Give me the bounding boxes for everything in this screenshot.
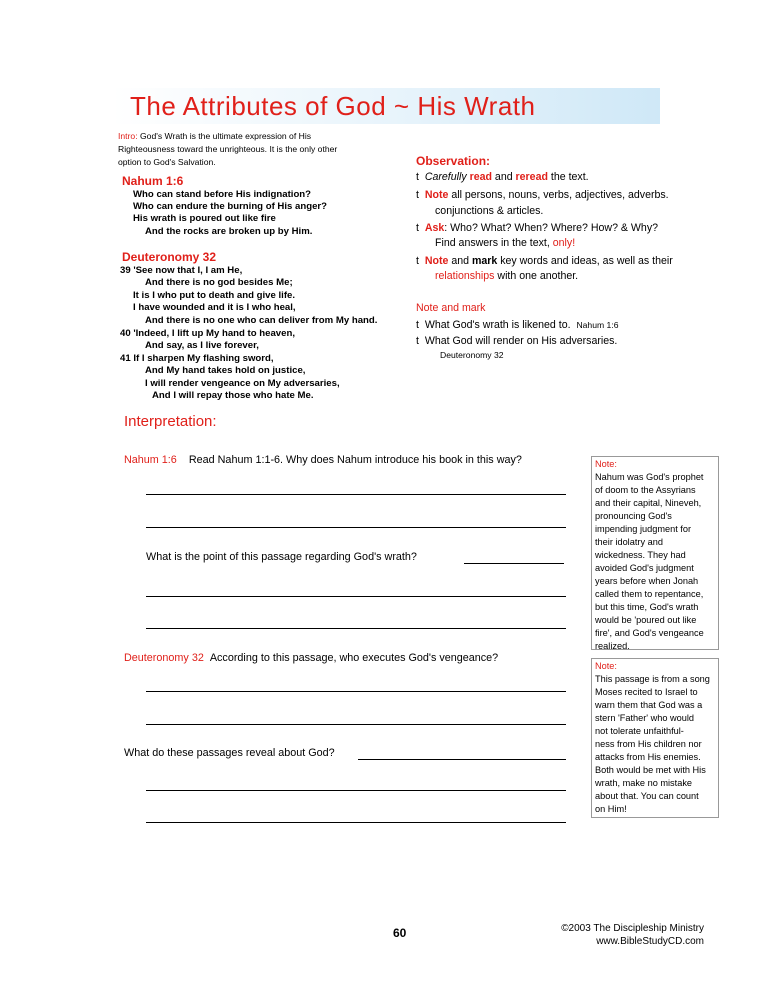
obs-keyword: relationships <box>435 270 495 282</box>
question-text: What is the point of this passage regarding God's wrath? <box>146 551 417 563</box>
intro-text <box>118 130 363 169</box>
note-mark-ref: Deuteronomy 32 <box>440 350 504 360</box>
note-mark-text: What God will render on His adversaries. <box>424 335 618 347</box>
note-line: not tolerate unfaithful- <box>595 726 684 736</box>
answer-line[interactable] <box>146 596 566 597</box>
obs-keyword: Note <box>424 189 449 201</box>
question <box>124 652 498 664</box>
obs-text: : Who? What? When? Where? How? & Why? <box>444 222 659 234</box>
verse-line: And there is no one who can deliver from My hand. <box>145 315 378 326</box>
note-mark-ref: Nahum 1:6 <box>576 320 619 330</box>
obs-text: Carefully <box>424 171 470 183</box>
note-line: attacks from His enemies. <box>595 752 701 762</box>
question-ref: Nahum 1:6 <box>124 454 177 466</box>
note-line: wrath, make no mistake <box>595 778 693 788</box>
bullet: t <box>416 335 419 347</box>
observation-item-cont <box>435 269 578 284</box>
note-line: about that. You can count <box>595 791 699 801</box>
note-and-mark-heading: Note and mark <box>416 302 486 314</box>
note-line: This passage is from a song <box>595 674 710 684</box>
note-line: impending judgment for <box>595 524 692 534</box>
note-box-deuteronomy <box>591 658 719 818</box>
note-line: realized. <box>595 641 630 651</box>
copyright-block <box>520 922 704 948</box>
note-label: Note: <box>595 459 617 469</box>
obs-keyword: mark <box>471 255 498 267</box>
intro-line: option to God's Salvation. <box>118 157 216 167</box>
answer-line[interactable] <box>146 822 566 823</box>
obs-keyword: read <box>469 171 492 183</box>
bullet: t <box>416 189 419 201</box>
intro-line: God's Wrath is the ultimate expression of His <box>137 131 312 141</box>
bullet: t <box>416 222 419 234</box>
verse-line: And there is no god besides Me; <box>145 277 293 288</box>
answer-line[interactable] <box>146 691 566 692</box>
obs-keyword: Note <box>424 255 449 267</box>
note-line: Both would be met with His <box>595 765 706 775</box>
observation-item <box>416 221 658 236</box>
note-line: pronouncing God's <box>595 511 672 521</box>
note-box-nahum <box>591 456 719 650</box>
question-text: Read Nahum 1:1-6. Why does Nahum introduce his book in this way? <box>188 454 522 466</box>
observation-heading: Observation: <box>416 154 491 168</box>
note-line: but this time, God's wrath <box>595 602 699 612</box>
note-line: their idolatry and <box>595 537 663 547</box>
obs-text: all persons, nouns, verbs, adjectives, adverbs. <box>448 189 669 201</box>
note-mark-item <box>416 318 618 333</box>
note-line: wickedness. They had <box>595 550 686 560</box>
note-line: on Him! <box>595 804 627 814</box>
observation-item <box>416 188 669 203</box>
interpretation-heading: Interpretation: <box>124 413 217 430</box>
answer-line[interactable] <box>146 724 566 725</box>
verse-line: And the rocks are broken up by Him. <box>145 226 313 237</box>
verse-line: 40 'Indeed, I lift up My hand to heaven, <box>120 328 295 339</box>
note-line: fire', and God's vengeance <box>595 628 704 638</box>
note-label: Note: <box>595 661 617 671</box>
obs-text: with one another. <box>494 270 579 282</box>
obs-text: the text. <box>547 171 589 183</box>
obs-text: Find answers in the text, <box>435 237 553 249</box>
page-title: The Attributes of God ~ His Wrath <box>130 91 536 121</box>
note-line: years before when Jonah <box>595 576 699 586</box>
bullet: t <box>416 171 419 183</box>
note-line: would be 'poured out like <box>595 615 697 625</box>
note-line: ness from His children nor <box>595 739 702 749</box>
intro-label: Intro: <box>118 131 138 141</box>
deuteronomy-reference: Deuteronomy 32 <box>122 250 217 264</box>
note-line: avoided God's judgment <box>595 563 694 573</box>
verse-line: Who can endure the burning of His anger? <box>133 201 328 212</box>
bullet: t <box>416 255 419 267</box>
question-ref: Deuteronomy 32 <box>124 652 204 664</box>
observation-item-cont <box>435 236 575 251</box>
note-line: Moses recited to Israel to <box>595 687 698 697</box>
verse-line: And I will repay those who hate Me. <box>152 390 314 401</box>
verse-line: His wrath is poured out like fire <box>133 213 276 224</box>
obs-text: and <box>448 255 472 267</box>
verse-line: I will render vengeance on My adversaries, <box>145 378 340 389</box>
answer-line[interactable] <box>464 563 564 564</box>
note-line: of doom to the Assyrians <box>595 485 696 495</box>
question-text: What do these passages reveal about God? <box>124 747 335 759</box>
question <box>124 454 522 466</box>
obs-text: key words and ideas, as well as their <box>497 255 673 267</box>
note-line: called them to repentance, <box>595 589 704 599</box>
verse-line: I have wounded and it is I who heal, <box>133 302 296 313</box>
copyright-text: ©2003 The Discipleship Ministry <box>561 923 704 934</box>
verse-line: 41 If I sharpen My flashing sword, <box>120 353 274 364</box>
website-url: www.BibleStudyCD.com <box>596 936 704 947</box>
answer-line[interactable] <box>146 527 566 528</box>
obs-keyword: only! <box>552 237 576 249</box>
nahum-reference: Nahum 1:6 <box>122 174 184 188</box>
note-line: stern 'Father' who would <box>595 713 695 723</box>
answer-line[interactable] <box>146 494 566 495</box>
note-line: Nahum was God's prophet <box>595 472 704 482</box>
note-line: and their capital, Nineveh, <box>595 498 702 508</box>
obs-text: conjunctions & articles. <box>435 205 544 217</box>
note-line: warn them that God was a <box>595 700 703 710</box>
note-mark-text: What God's wrath is likened to. <box>424 319 571 331</box>
verse-line: Who can stand before His indignation? <box>133 189 312 200</box>
verse-line: 39 'See now that I, I am He, <box>120 265 243 276</box>
verse-line: And say, as I live forever, <box>145 340 259 351</box>
observation-item <box>416 254 673 269</box>
question-text: According to this passage, who executes God's vengeance? <box>209 652 499 664</box>
note-mark-item <box>416 334 617 349</box>
obs-keyword: Ask <box>424 222 445 234</box>
answer-line[interactable] <box>146 790 566 791</box>
intro-line: Righteousness toward the unrighteous. It is the only other <box>118 144 338 154</box>
obs-keyword: reread <box>515 171 548 183</box>
verse-line: And My hand takes hold on justice, <box>145 365 306 376</box>
verse-line: It is I who put to death and give life. <box>133 290 296 301</box>
obs-text: and <box>491 171 516 183</box>
answer-line[interactable] <box>146 628 566 629</box>
observation-item <box>416 170 589 185</box>
bullet: t <box>416 319 419 331</box>
page-number: 60 <box>393 926 407 940</box>
answer-line[interactable] <box>358 759 566 760</box>
